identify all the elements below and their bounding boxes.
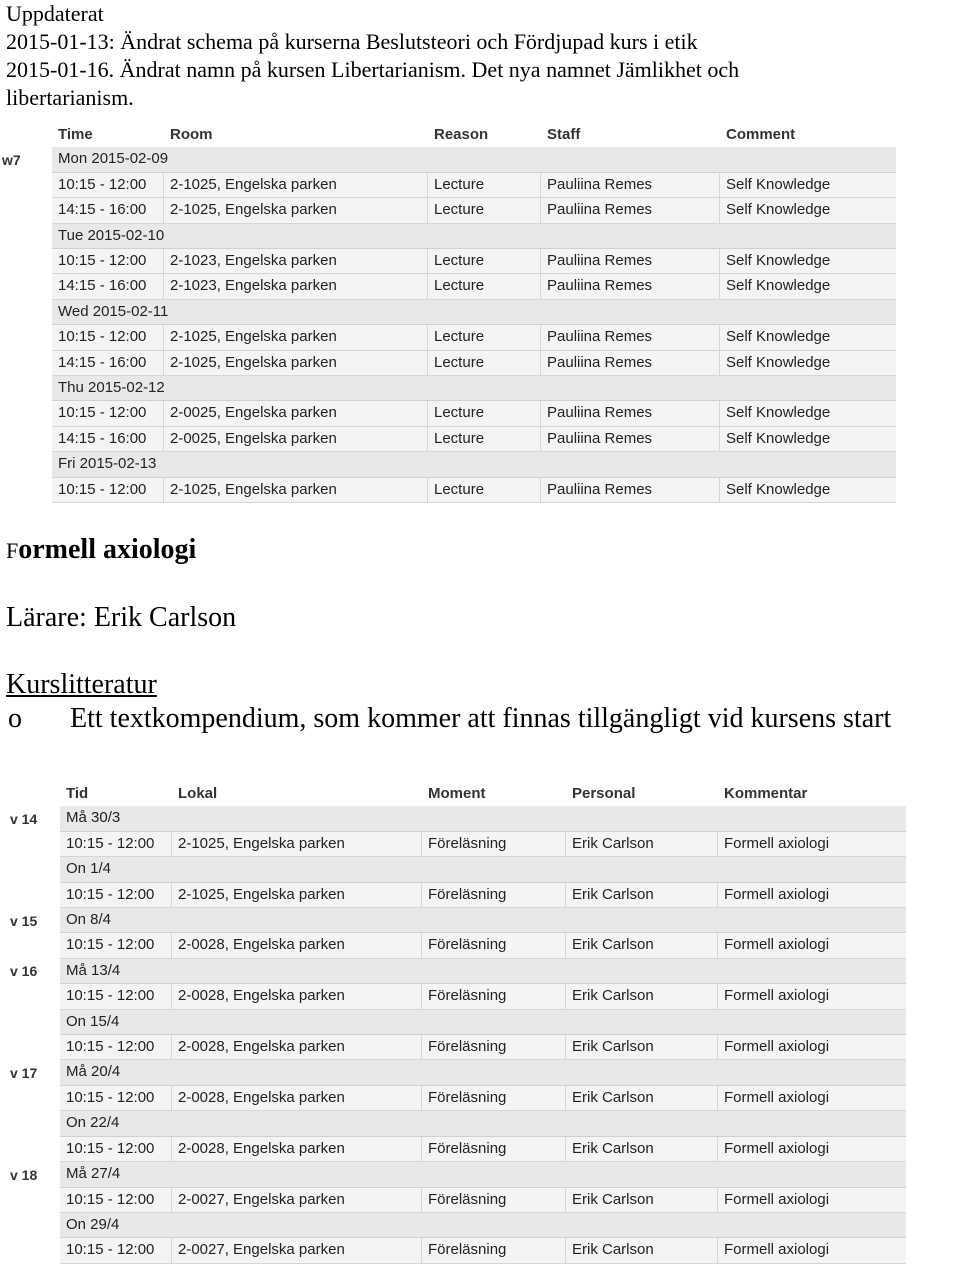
table-row [8,1086,906,1111]
week-label [0,452,52,477]
time-cell: 14:15 - 16:00 [52,274,164,299]
reason-cell: Lecture [428,478,541,503]
day-row [8,1213,906,1238]
week-spacer [8,1188,60,1213]
week-spacer [8,1035,60,1060]
comment-cell: Formell axiologi [718,933,906,958]
time-cell: 14:15 - 16:00 [52,198,164,223]
reason-cell: Föreläsning [422,832,566,857]
week-label: v 14 [8,806,60,831]
column-header: Tid [60,782,172,806]
room-cell: 2-0027, Engelska parken [172,1238,422,1263]
time-cell: 10:15 - 12:00 [60,1137,172,1162]
update-line: 2015-01-16. Ändrat namn på kursen Libertarianism. Det nya namnet Jämlikhet och [6,57,740,82]
time-cell: 14:15 - 16:00 [52,427,164,452]
table-row [0,274,896,299]
table-row [0,401,896,426]
week-spacer [0,427,52,452]
update-line: libertarianism. [6,85,134,110]
day-row [8,1060,906,1085]
column-header: Time [52,123,164,147]
reason-cell: Föreläsning [422,1035,566,1060]
time-cell: 10:15 - 12:00 [52,325,164,350]
room-cell: 2-1025, Engelska parken [172,883,422,908]
table-row [0,198,896,223]
course-section [6,530,956,736]
comment-cell: Self Knowledge [720,427,896,452]
week-spacer [0,401,52,426]
table-row [0,478,896,503]
reason-cell: Föreläsning [422,1188,566,1213]
staff-cell: Pauliina Remes [541,351,720,376]
schedule-table [0,123,896,503]
week-spacer [8,1137,60,1162]
time-cell: 10:15 - 12:00 [52,173,164,198]
staff-cell: Pauliina Remes [541,478,720,503]
day-row [0,300,896,325]
room-cell: 2-1023, Engelska parken [164,249,428,274]
week-label [8,1010,60,1035]
literature-heading: Kurslitteratur [6,669,157,700]
staff-cell: Pauliina Remes [541,274,720,299]
column-header: Moment [422,782,566,806]
day-row [8,806,906,831]
week-label: v 15 [8,908,60,933]
staff-cell: Erik Carlson [566,1086,718,1111]
week-spacer [0,274,52,299]
room-cell: 2-0025, Engelska parken [164,401,428,426]
reason-cell: Föreläsning [422,1137,566,1162]
literature-item-text: Ett textkompendium, som kommer att finnas tillgängligt vid kursens start [70,703,892,734]
time-cell: 10:15 - 12:00 [60,883,172,908]
schedule-table-self-knowledge [0,123,896,503]
week-label [8,1213,60,1238]
day-label: Må 20/4 [60,1060,906,1085]
comment-cell: Formell axiologi [718,832,906,857]
table-row [8,1188,906,1213]
time-cell: 10:15 - 12:00 [60,1238,172,1263]
day-label: Thu 2015-02-12 [52,376,896,401]
comment-cell: Self Knowledge [720,401,896,426]
comment-cell: Self Knowledge [720,478,896,503]
week-label: v 17 [8,1060,60,1085]
week-spacer [8,984,60,1009]
staff-cell: Erik Carlson [566,1035,718,1060]
staff-cell: Pauliina Remes [541,173,720,198]
staff-cell: Erik Carlson [566,1238,718,1263]
day-label: Må 27/4 [60,1162,906,1187]
table-row [0,173,896,198]
day-label: Mon 2015-02-09 [52,147,896,172]
staff-cell: Erik Carlson [566,883,718,908]
week-label [0,224,52,249]
table-row [8,1035,906,1060]
day-row [8,857,906,882]
room-cell: 2-0028, Engelska parken [172,1086,422,1111]
comment-cell: Self Knowledge [720,249,896,274]
day-label: Må 13/4 [60,959,906,984]
week-spacer [0,325,52,350]
time-cell: 10:15 - 12:00 [60,984,172,1009]
time-cell: 10:15 - 12:00 [60,1086,172,1111]
staff-cell: Pauliina Remes [541,198,720,223]
column-header: Comment [720,123,896,147]
comment-cell: Formell axiologi [718,1188,906,1213]
reason-cell: Föreläsning [422,883,566,908]
room-cell: 2-1025, Engelska parken [164,478,428,503]
table-row [8,883,906,908]
table-row [8,1137,906,1162]
room-cell: 2-1025, Engelska parken [164,325,428,350]
comment-cell: Formell axiologi [718,1137,906,1162]
column-header: Personal [566,782,718,806]
column-header: Lokal [172,782,422,806]
day-label: Tue 2015-02-10 [52,224,896,249]
day-row [8,1010,906,1035]
week-label [8,1111,60,1136]
room-cell: 2-0028, Engelska parken [172,933,422,958]
reason-cell: Lecture [428,427,541,452]
day-row [0,452,896,477]
week-spacer [8,883,60,908]
week-spacer [8,1086,60,1111]
week-label: v 16 [8,959,60,984]
course-title-initial: F [6,538,19,563]
reason-cell: Lecture [428,351,541,376]
table-row [8,984,906,1009]
table-row [8,832,906,857]
room-cell: 2-0027, Engelska parken [172,1188,422,1213]
day-label: On 29/4 [60,1213,906,1238]
time-cell: 10:15 - 12:00 [60,1188,172,1213]
week-spacer [0,351,52,376]
day-label: Fri 2015-02-13 [52,452,896,477]
day-row [0,224,896,249]
room-cell: 2-1025, Engelska parken [164,173,428,198]
room-cell: 2-0028, Engelska parken [172,984,422,1009]
day-label: On 1/4 [60,857,906,882]
reason-cell: Lecture [428,401,541,426]
staff-cell: Pauliina Remes [541,325,720,350]
week-label: w7 [0,147,52,172]
week-label [0,300,52,325]
day-label: Wed 2015-02-11 [52,300,896,325]
time-cell: 10:15 - 12:00 [52,478,164,503]
time-cell: 10:15 - 12:00 [60,832,172,857]
update-line: 2015-01-13: Ändrat schema på kurserna Beslutsteori och Fördjupad kurs i etik [6,29,698,54]
week-spacer [0,249,52,274]
table-row [0,249,896,274]
week-spacer [0,198,52,223]
reason-cell: Lecture [428,325,541,350]
comment-cell: Formell axiologi [718,883,906,908]
course-title [6,530,956,571]
room-cell: 2-1025, Engelska parken [164,351,428,376]
reason-cell: Föreläsning [422,1086,566,1111]
reason-cell: Lecture [428,173,541,198]
table-header-row [0,123,896,147]
room-cell: 2-1025, Engelska parken [172,832,422,857]
reason-cell: Föreläsning [422,984,566,1009]
table-header-row [8,782,906,806]
week-spacer [0,173,52,198]
comment-cell: Self Knowledge [720,173,896,198]
table-row [0,351,896,376]
column-header: Kommentar [718,782,906,806]
table-row [0,325,896,350]
day-row [0,147,896,172]
room-cell: 2-0028, Engelska parken [172,1035,422,1060]
week-label [8,857,60,882]
table-row [8,933,906,958]
column-header: Reason [428,123,541,147]
reason-cell: Föreläsning [422,933,566,958]
week-spacer [8,832,60,857]
table-row [8,1238,906,1263]
time-cell: 10:15 - 12:00 [52,401,164,426]
update-heading: Uppdaterat [6,1,104,26]
staff-cell: Pauliina Remes [541,401,720,426]
comment-cell: Self Knowledge [720,274,896,299]
staff-cell: Erik Carlson [566,933,718,958]
table-row [0,427,896,452]
week-spacer [8,1238,60,1263]
week-label: v 18 [8,1162,60,1187]
comment-cell: Self Knowledge [720,325,896,350]
schedule-table [8,782,906,1264]
update-notes [6,0,956,112]
room-cell: 2-1023, Engelska parken [164,274,428,299]
day-label: On 15/4 [60,1010,906,1035]
day-row [0,376,896,401]
reason-cell: Lecture [428,249,541,274]
time-cell: 10:15 - 12:00 [60,1035,172,1060]
staff-cell: Pauliina Remes [541,249,720,274]
course-title-rest: ormell axiologi [18,534,197,565]
comment-cell: Formell axiologi [718,984,906,1009]
time-cell: 14:15 - 16:00 [52,351,164,376]
day-row [8,959,906,984]
day-row [8,1111,906,1136]
time-cell: 10:15 - 12:00 [52,249,164,274]
reason-cell: Lecture [428,198,541,223]
comment-cell: Self Knowledge [720,351,896,376]
week-spacer [0,478,52,503]
course-teacher: Lärare: Erik Carlson [6,602,237,633]
staff-cell: Erik Carlson [566,984,718,1009]
day-label: On 8/4 [60,908,906,933]
comment-cell: Formell axiologi [718,1238,906,1263]
room-cell: 2-0025, Engelska parken [164,427,428,452]
comment-cell: Formell axiologi [718,1035,906,1060]
comment-cell: Self Knowledge [720,198,896,223]
column-header: Staff [541,123,720,147]
room-cell: 2-0028, Engelska parken [172,1137,422,1162]
time-cell: 10:15 - 12:00 [60,933,172,958]
reason-cell: Lecture [428,274,541,299]
header-spacer [0,123,52,147]
day-row [8,1162,906,1187]
comment-cell: Formell axiologi [718,1086,906,1111]
staff-cell: Pauliina Remes [541,427,720,452]
week-label [0,376,52,401]
week-spacer [8,933,60,958]
day-label: On 22/4 [60,1111,906,1136]
column-header: Room [164,123,428,147]
staff-cell: Erik Carlson [566,1188,718,1213]
schedule-table-formell-axiologi [8,782,906,1264]
staff-cell: Erik Carlson [566,832,718,857]
literature-item [6,702,956,736]
day-label: Må 30/3 [60,806,906,831]
day-row [8,908,906,933]
staff-cell: Erik Carlson [566,1137,718,1162]
reason-cell: Föreläsning [422,1238,566,1263]
room-cell: 2-1025, Engelska parken [164,198,428,223]
header-spacer [8,782,60,806]
bullet-icon: o [8,703,22,734]
